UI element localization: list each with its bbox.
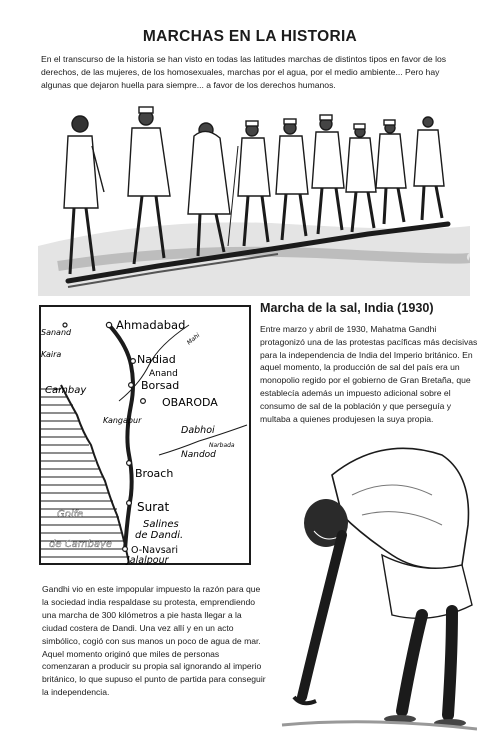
map-label-navsari: O-Navsari bbox=[131, 545, 179, 556]
gandhi-gathering-salt-illustration bbox=[272, 435, 477, 735]
map-label-anand: Anand bbox=[149, 369, 178, 379]
map-label-jalalpour: Jalalpour bbox=[127, 555, 169, 565]
page-title: MARCHAS EN LA HISTORIA bbox=[142, 28, 358, 45]
dandi-march-map bbox=[39, 305, 251, 565]
section-paragraph: Entre marzo y abril de 1930, Mahatma Gandhi protagonizó una de las protestas pacíficas más decisivas para la independencia de India del Imperio británico. En aquel momento, la producción de sal del país era un monopolio regido por el gobierno de Gran Bretaña, que establecía además un impuesto adicional sobre el consumo de sal de la población y que perseguía y multaba a quienes produjesen la suya propia. bbox=[260, 324, 478, 424]
closing-paragraph: Gandhi vio en este impopular impuesto la razón para que la sociedad india respaldase su protesta, emprendiendo una marcha de 300 kilómetros a pie hasta llegar a la ciudad costera de Dandi. Una vez allí y en un acto simbólico, cogió con sus manos un poco de agua de mar. Aquel momento originó que miles de personas comenzaran a producir su propia sal ignorando al imperio británico, lo que supuso el punto de partida para conseguir la independencia. bbox=[42, 584, 266, 698]
map-label-kaira: Kaira bbox=[41, 350, 62, 359]
map-label-nandod: Nandod bbox=[181, 450, 216, 460]
map-label-dabhoi: Dabhoi bbox=[181, 425, 215, 436]
map-label-nadiad: Nadiad bbox=[137, 353, 176, 366]
section-title: Marcha de la sal, India (1930) bbox=[260, 301, 434, 315]
map-label-kangapur: Kangapur bbox=[103, 416, 142, 425]
map-label-golfe: Golfe bbox=[57, 509, 84, 520]
map-label-baroda: OBARODA bbox=[162, 396, 218, 409]
map-label-surat: Surat bbox=[137, 500, 170, 514]
map-label-de-dandi: de Dandi. bbox=[135, 530, 184, 541]
map-label-cambay: Cambay bbox=[45, 385, 87, 396]
map-label-borsad: Borsad bbox=[141, 379, 180, 392]
salt-march-illustration bbox=[38, 96, 470, 296]
map-label-de-cambaye: de Cambaye bbox=[49, 539, 113, 550]
intro-paragraph: En el transcurso de la historia se han visto en todas las latitudes marchas de distintos tipos en favor de los derechos, de las mujeres, de los homosexuales, marchas por el agua, por el medio ambiente... Pero hay algunas que dejaron huella para siempre... a favor de los derechos humanos. bbox=[41, 54, 447, 90]
map-label-narbada: Narbada bbox=[209, 442, 235, 449]
map-label-mahi: Mahi bbox=[185, 331, 202, 347]
map-label-broach: Broach bbox=[135, 467, 174, 480]
map-label-sanand: Sanand bbox=[41, 328, 72, 337]
map-label-salines: Salines bbox=[143, 519, 179, 530]
map-label-ahmadabad: Ahmadabad bbox=[116, 318, 186, 332]
